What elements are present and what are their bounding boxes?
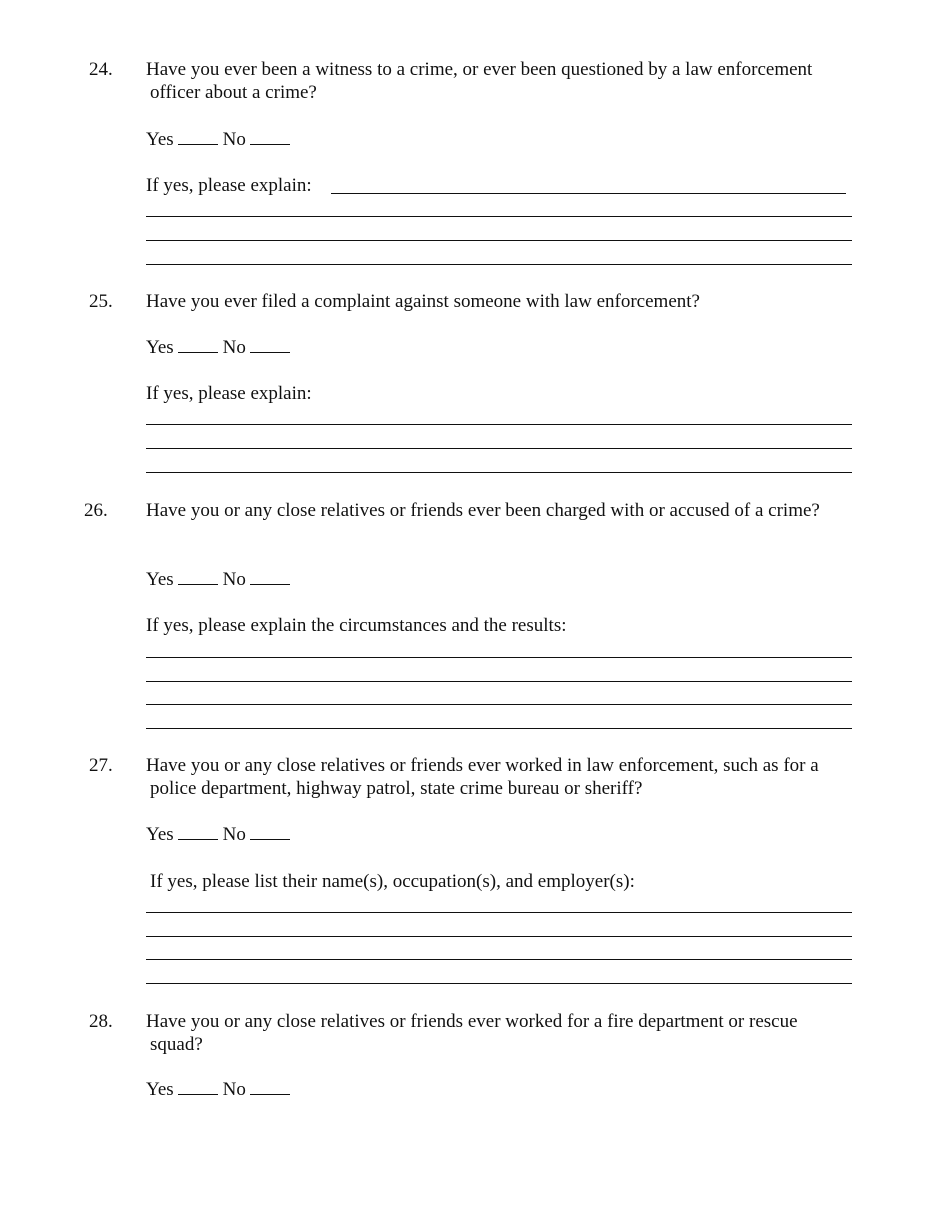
yes-no-answer bbox=[146, 128, 295, 151]
question-number: 24. bbox=[89, 59, 113, 80]
no-blank[interactable] bbox=[250, 336, 290, 353]
answer-line[interactable] bbox=[146, 424, 852, 425]
yes-no-answer bbox=[146, 568, 295, 591]
yes-no-answer bbox=[146, 823, 295, 846]
question-text: police department, highway patrol, state crime bureau or sheriff? bbox=[150, 778, 643, 799]
yes-no-answer bbox=[146, 1078, 295, 1101]
no-blank[interactable] bbox=[250, 568, 290, 585]
no-label: No bbox=[222, 824, 246, 845]
question-number: 28. bbox=[89, 1011, 113, 1032]
explain-prompt: If yes, please explain the circumstances and the results: bbox=[146, 615, 567, 636]
yes-blank[interactable] bbox=[178, 568, 218, 585]
answer-line[interactable] bbox=[146, 216, 852, 217]
explain-prompt: If yes, please explain: bbox=[146, 175, 312, 196]
no-label: No bbox=[222, 129, 246, 150]
answer-line[interactable] bbox=[146, 983, 852, 984]
answer-line[interactable] bbox=[146, 472, 852, 473]
answer-line[interactable] bbox=[331, 193, 846, 194]
answer-line[interactable] bbox=[146, 264, 852, 265]
no-blank[interactable] bbox=[250, 823, 290, 840]
no-label: No bbox=[222, 1079, 246, 1100]
answer-line[interactable] bbox=[146, 912, 852, 913]
yes-blank[interactable] bbox=[178, 336, 218, 353]
yes-no-answer bbox=[146, 336, 295, 359]
yes-label: Yes bbox=[146, 337, 174, 358]
question-text: Have you ever filed a complaint against someone with law enforcement? bbox=[146, 291, 700, 312]
answer-line[interactable] bbox=[146, 448, 852, 449]
answer-line[interactable] bbox=[146, 240, 852, 241]
explain-prompt: If yes, please list their name(s), occupation(s), and employer(s): bbox=[150, 871, 635, 892]
no-label: No bbox=[222, 569, 246, 590]
question-text: officer about a crime? bbox=[150, 82, 317, 103]
answer-line[interactable] bbox=[146, 959, 852, 960]
no-label: No bbox=[222, 337, 246, 358]
question-text: Have you ever been a witness to a crime, or ever been questioned by a law enforcement bbox=[146, 59, 813, 80]
answer-line[interactable] bbox=[146, 704, 852, 705]
answer-line[interactable] bbox=[146, 681, 852, 682]
question-text: Have you or any close relatives or friends ever been charged with or accused of a crime? bbox=[146, 500, 820, 521]
yes-blank[interactable] bbox=[178, 128, 218, 145]
yes-blank[interactable] bbox=[178, 1078, 218, 1095]
answer-line[interactable] bbox=[146, 657, 852, 658]
question-text: Have you or any close relatives or friends ever worked for a fire department or rescue bbox=[146, 1011, 798, 1032]
yes-label: Yes bbox=[146, 824, 174, 845]
explain-prompt: If yes, please explain: bbox=[146, 383, 312, 404]
yes-label: Yes bbox=[146, 1079, 174, 1100]
question-number: 26. bbox=[84, 500, 108, 521]
question-text: Have you or any close relatives or friends ever worked in law enforcement, such as for a bbox=[146, 755, 819, 776]
yes-blank[interactable] bbox=[178, 823, 218, 840]
answer-line[interactable] bbox=[146, 728, 852, 729]
no-blank[interactable] bbox=[250, 128, 290, 145]
question-text: squad? bbox=[150, 1034, 203, 1055]
yes-label: Yes bbox=[146, 129, 174, 150]
yes-label: Yes bbox=[146, 569, 174, 590]
answer-line[interactable] bbox=[146, 936, 852, 937]
question-number: 25. bbox=[89, 291, 113, 312]
question-number: 27. bbox=[89, 755, 113, 776]
no-blank[interactable] bbox=[250, 1078, 290, 1095]
